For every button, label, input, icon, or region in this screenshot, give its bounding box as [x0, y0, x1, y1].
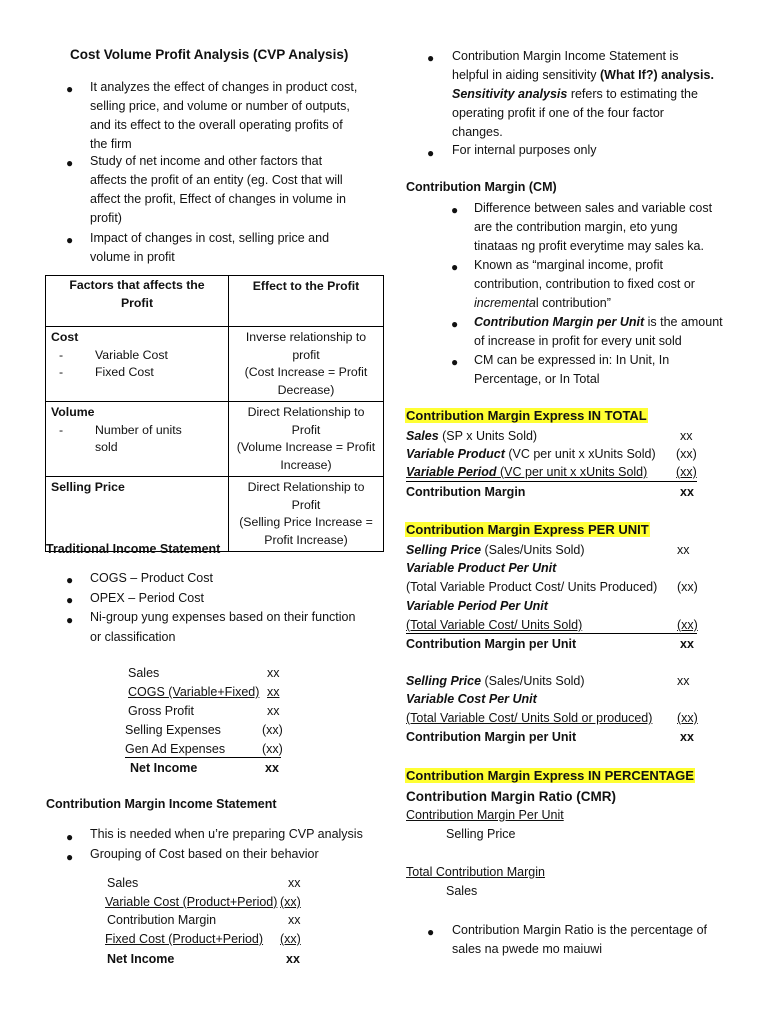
factor-cell: Cost - Variable Cost - Fixed Cost	[46, 327, 229, 402]
cm-bullet-1: Difference between sales and variable cost are the contribution margin, eto yung tinataas ng profit everytime may sales ka.	[474, 201, 713, 253]
underline-rule	[406, 633, 697, 634]
bullet-icon: ●	[66, 830, 74, 844]
formula-2-numerator: Total Contribution Margin	[406, 865, 545, 879]
factors-table	[45, 275, 384, 552]
formula-2-denominator: Sales	[446, 884, 478, 898]
cmr-title: Contribution Margin Ratio (CMR)	[406, 789, 616, 804]
trad-bullet-3: Ni-group yung expenses based on their function	[90, 610, 356, 624]
formula-1-denominator: Selling Price	[446, 827, 516, 841]
bullet-icon: ●	[427, 51, 435, 65]
traditional-income-title: Traditional Income Statement	[46, 542, 221, 556]
cmis-bullet-2: Grouping of Cost based on their behavior	[90, 847, 319, 861]
highlight-in-total: Contribution Margin Express IN TOTAL	[406, 408, 647, 423]
factor-cell: Selling Price	[46, 477, 229, 552]
underline-rule	[406, 481, 697, 482]
table-row	[46, 327, 384, 402]
bullet-icon: ●	[427, 146, 435, 160]
cm-bullet-4: CM can be expressed in: In Unit, In Percentage, or In Total	[474, 353, 670, 386]
bullet-icon: ●	[451, 260, 459, 274]
formula-1-numerator: Contribution Margin Per Unit	[406, 808, 564, 822]
table-header-effect: Effect to the Profit	[229, 276, 384, 327]
table-header-factor: Factors that affects the Profit	[46, 276, 229, 327]
cmr-bullet: Contribution Margin Ratio is the percentage of sales na pwede mo maiuwi	[452, 923, 708, 956]
underline-rule	[125, 757, 281, 758]
trad-bullet-1: COGS – Product Cost	[90, 571, 213, 585]
cmis-bullet-1: This is needed when u’re preparing CVP analysis	[90, 827, 363, 841]
right-bullet-1: Contribution Margin Income Statement is helpful in aiding sensitivity (What If?) analysis. Sensitivity analysis refers to estimating the operating profit if one of the four factor changes.	[452, 49, 714, 139]
bullet-icon: ●	[66, 850, 74, 864]
bullet-icon: ●	[427, 925, 435, 939]
effect-cell: Direct Relationship to Profit (Volume Increase = Profit Increase)	[229, 402, 384, 477]
cm-income-statement-title: Contribution Margin Income Statement	[46, 797, 277, 811]
page-title: Cost Volume Profit Analysis (CVP Analysis)	[70, 47, 349, 62]
cm-bullet-2: Known as “marginal income, profit contribution, contribution to fixed cost or incremental contribution”	[474, 258, 695, 310]
highlight-per-unit: Contribution Margin Express PER UNIT	[406, 522, 649, 537]
bullet-icon: ●	[66, 82, 74, 96]
highlight-in-percentage: Contribution Margin Express IN PERCENTAGE	[406, 768, 694, 783]
bullet-icon: ●	[66, 156, 74, 170]
cm-bullet-3: Contribution Margin per Unit is the amount of increase in profit for every unit sold	[474, 315, 723, 348]
intro-bullet-2: Study of net income and other factors that affects the profit of an entity (eg. Cost that will affect the profit, Effect of changes in volume in profit)	[90, 154, 346, 225]
effect-cell: Inverse relationship to profit (Cost Increase = Profit Decrease)	[229, 327, 384, 402]
bullet-icon: ●	[66, 573, 74, 587]
table-header-row	[46, 276, 384, 327]
effect-cell: Direct Relationship to Profit (Selling Price Increase = Profit Increase)	[229, 477, 384, 552]
bullet-icon: ●	[451, 317, 459, 331]
cm-section-title: Contribution Margin (CM)	[406, 180, 557, 194]
right-bullet-2: For internal purposes only	[452, 143, 597, 157]
bullet-icon: ●	[66, 613, 74, 627]
intro-bullet-1: It analyzes the effect of changes in product cost, selling price, and volume or number of outputs, and its effect to the overall operating profits of the firm	[90, 80, 358, 151]
table-row	[46, 477, 384, 552]
factor-cell: Volume - Number of units sold	[46, 402, 229, 477]
trad-bullet-3-cont: or classification	[90, 630, 176, 644]
table-row	[46, 402, 384, 477]
intro-bullet-3: Impact of changes in cost, selling price and volume in profit	[90, 231, 330, 264]
trad-bullet-2: OPEX – Period Cost	[90, 591, 204, 605]
bullet-icon: ●	[66, 593, 74, 607]
bullet-icon: ●	[451, 355, 459, 369]
bullet-icon: ●	[451, 203, 459, 217]
bullet-icon: ●	[66, 233, 74, 247]
